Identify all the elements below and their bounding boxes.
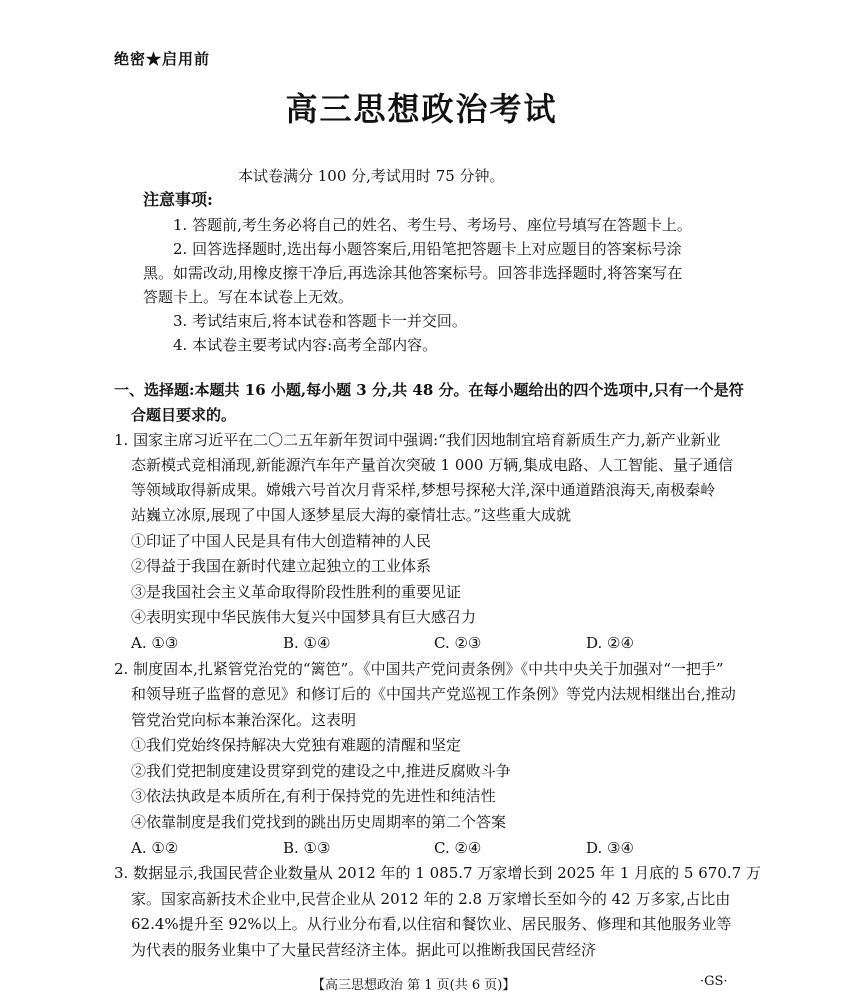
- exam-title: 高三思想政治考试: [285, 90, 558, 128]
- notice-line: 4. 本试卷主要考试内容:高考全部内容。: [173, 336, 438, 354]
- question-1-stem: 等领域取得新成果。嫦娥六号首次月背采样,梦想号探秘大洋,深中通道踏浪海天,南极秦岭: [131, 481, 716, 499]
- exam-code: ·GS·: [700, 974, 728, 989]
- option-c[interactable]: C. ②③: [434, 634, 482, 652]
- question-2-stem: 2. 制度固本,扎紧管党治党的“篱笆”。《中国共产党问责条例》《中共中央关于加强对“一把手”: [114, 660, 724, 678]
- notice-line: 黑。如需改动,用橡皮擦干净后,再选涂其他答案标号。回答非选择题时,将答案写在: [143, 264, 683, 282]
- option-b[interactable]: B. ①④: [283, 634, 331, 652]
- question-3-stem: 62.4%提升至 92%以上。从行业分布看,以住宿和餐饮业、居民服务、修理和其他服务业等: [131, 915, 732, 933]
- notice-line: 1. 答题前,考生务必将自己的姓名、考生号、考场号、座位号填写在答题卡上。: [173, 216, 692, 234]
- question-1-item: ③是我国社会主义革命取得阶段性胜利的重要见证: [131, 583, 462, 601]
- exam-intro: 本试卷满分 100 分,考试用时 75 分钟。: [238, 167, 505, 185]
- question-3-stem: 为代表的服务业集中了大量民营经济主体。据此可以推断我国民营经济: [131, 941, 597, 959]
- question-2-stem: 和领导班子监督的意见》和修订后的《中国共产党巡视工作条例》等党内法规相继出台,推动: [131, 685, 736, 703]
- question-1-stem: 1. 国家主席习近平在二〇二五年新年贺词中强调:“我们因地制宜培育新质生产力,新产业新业: [114, 431, 721, 449]
- section-heading: 一、选择题:本题共 16 小题,每小题 3 分,共 48 分。在每小题给出的四个选项中,只有一个是符: [114, 381, 744, 399]
- section-heading-cont: 合题目要求的。: [131, 406, 237, 424]
- question-1-stem: 态新模式竞相涌现,新能源汽车年产量首次突破 1 000 万辆,集成电路、人工智能、量子通信: [131, 456, 734, 474]
- question-2-item: ②我们党把制度建设贯穿到党的建设之中,推进反腐败斗争: [131, 762, 511, 780]
- question-1-item: ②得益于我国在新时代建立起独立的工业体系: [131, 557, 432, 575]
- option-c[interactable]: C. ②④: [434, 839, 482, 857]
- question-1-item: ①印证了中国人民是具有伟大创造精神的人民: [131, 532, 432, 550]
- option-d[interactable]: D. ②④: [586, 634, 634, 652]
- page-number: 【高三思想政治 第 1 页(共 6 页)】: [312, 978, 516, 993]
- option-a[interactable]: A. ①③: [131, 634, 179, 652]
- question-2-item: ③依法执政是本质所在,有利于保持党的先进性和纯洁性: [131, 787, 496, 805]
- notice-heading: 注意事项:: [143, 190, 213, 209]
- notice-line: 答题卡上。写在本试卷上无效。: [143, 288, 354, 306]
- question-2-item: ①我们党始终保持解决大党独有难题的清醒和坚定: [131, 736, 462, 754]
- question-3-stem: 家。国家高新技术企业中,民营企业从 2012 年的 2.8 万家增长至如今的 42 万多家,占比由: [131, 890, 731, 908]
- secret-label: 绝密★启用前: [114, 50, 211, 68]
- option-d[interactable]: D. ③④: [586, 839, 634, 857]
- option-a[interactable]: A. ①②: [131, 839, 179, 857]
- question-3-stem: 3. 数据显示,我国民营企业数量从 2012 年的 1 085.7 万家增长到 2025 年 1 月底的 5 670.7 万: [114, 864, 761, 882]
- question-1-item: ④表明实现中华民族伟大复兴中国梦具有巨大感召力: [131, 608, 477, 626]
- option-b[interactable]: B. ①③: [283, 839, 331, 857]
- notice-line: 3. 考试结束后,将本试卷和答题卡一并交回。: [173, 312, 467, 330]
- notice-line: 2. 回答选择题时,选出每小题答案后,用铅笔把答题卡上对应题目的答案标号涂: [173, 240, 682, 258]
- question-2-item: ④依靠制度是我们党找到的跳出历史周期率的第二个答案: [131, 813, 507, 831]
- question-2-stem: 管党治党向标本兼治深化。这表明: [131, 711, 357, 729]
- question-1-stem: 站巍立冰原,展现了中国人逐梦星辰大海的豪情壮志。”这些重大成就: [131, 506, 571, 524]
